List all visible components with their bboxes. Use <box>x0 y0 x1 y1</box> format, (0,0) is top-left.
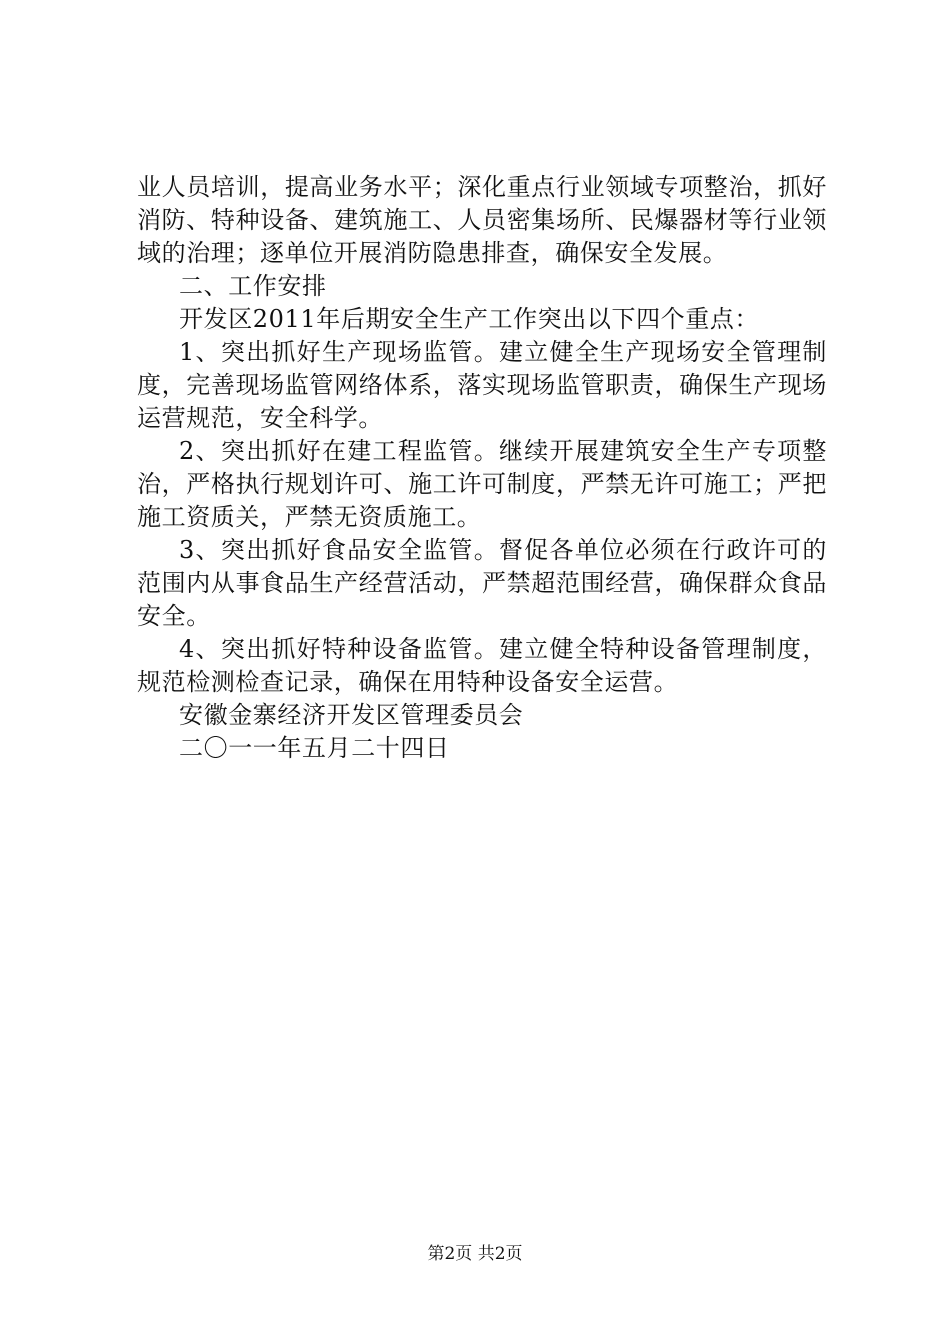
paragraph-point-2: 2、突出抓好在建工程监管。继续开展建筑安全生产专项整治，严格执行规划许可、施工许可制度，严禁无许可施工；严把施工资质关，严禁无资质施工。 <box>137 437 827 531</box>
page-number-label: 第2页 共2页 <box>427 1244 523 1264</box>
paragraph-point-4: 4、突出抓好特种设备监管。建立健全特种设备管理制度，规范检测检查记录，确保在用特种设备安全运营。 <box>137 635 827 696</box>
paragraph-point-1: 1、突出抓好生产现场监管。建立健全生产现场安全管理制度，完善现场监管网络体系，落实现场监管职责，确保生产现场运营规范，安全科学。 <box>137 338 827 432</box>
paragraph-point-3: 3、突出抓好食品安全监管。督促各单位必须在行政许可的范围内从事食品生产经营活动，严禁超范围经营，确保群众食品安全。 <box>137 536 827 630</box>
paragraph-continuation: 业人员培训，提高业务水平；深化重点行业领域专项整治，抓好消防、特种设备、建筑施工、人员密集场所、民爆器材等行业领域的治理；逐单位开展消防隐患排查，确保安全发展。 <box>137 173 827 267</box>
section-heading-work-arrangement: 二、工作安排 <box>179 272 327 300</box>
signature-date: 二〇一一年五月二十四日 <box>179 734 450 762</box>
signature-organization: 安徽金寨经济开发区管理委员会 <box>179 701 524 729</box>
document-body <box>137 171 827 765</box>
page-footer <box>0 1243 950 1265</box>
paragraph-key-points-intro: 开发区2011年后期安全生产工作突出以下四个重点： <box>179 305 760 333</box>
